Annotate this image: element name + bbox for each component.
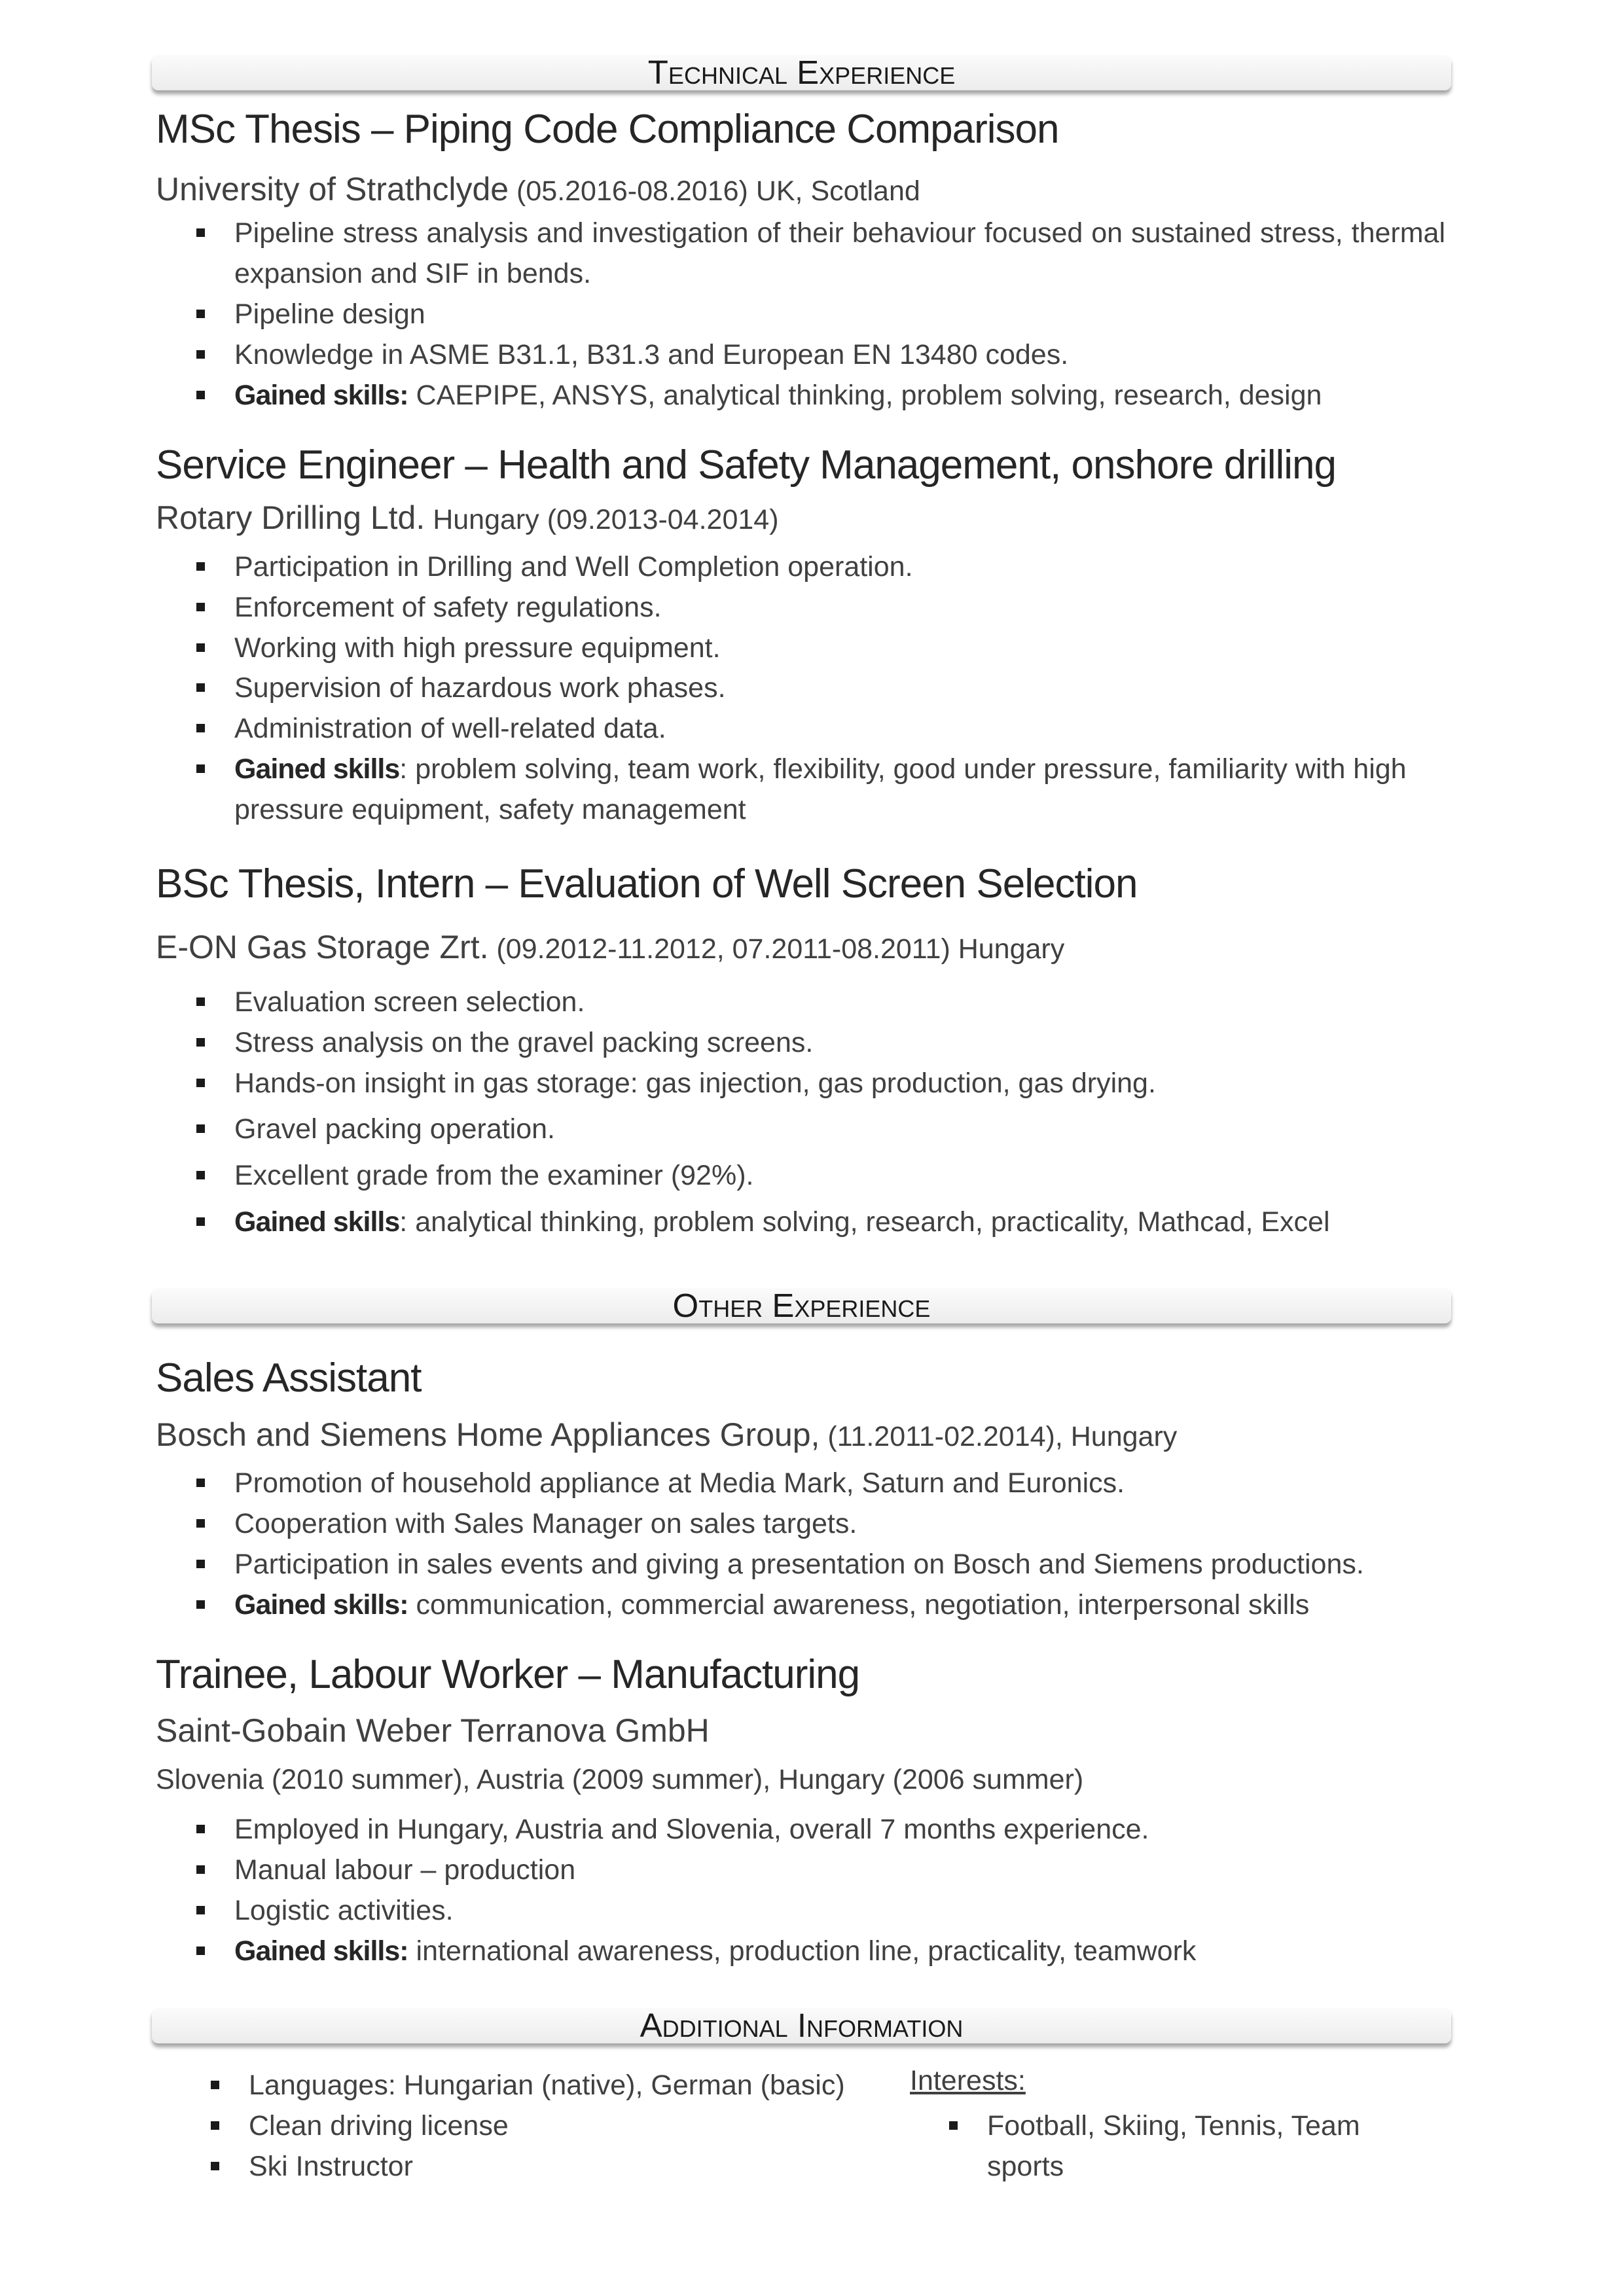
gained-skills-item [234, 1585, 1445, 1625]
list-item: Football, Skiing, Tennis, Team sports [987, 2106, 1406, 2187]
entry-title: MSc Thesis – Piping Code Compliance Comparison [156, 107, 1059, 152]
bullet-icon [196, 997, 205, 1006]
bullet-icon [196, 1825, 205, 1833]
section-title: Additional Information [640, 2007, 964, 2044]
entry-dates-location: (11.2011-02.2014), Hungary [820, 1421, 1178, 1452]
bullet-icon [196, 1124, 205, 1133]
entry-dates-location: Hungary (09.2013-04.2014) [425, 504, 779, 535]
list-item: Enforcement of safety regulations. [234, 587, 1445, 628]
list-item: Excellent grade from the examiner (92%). [234, 1155, 1445, 1196]
bullet-icon [196, 724, 205, 732]
gained-skills-item [234, 1202, 1445, 1242]
entry-title: BSc Thesis, Intern – Evaluation of Well Screen Selection [156, 861, 1138, 906]
entry-organization-line [156, 1712, 710, 1749]
list-item: Clean driving license [249, 2106, 890, 2146]
organization-name: Bosch and Siemens Home Appliances Group, [156, 1416, 820, 1453]
gained-skills-label: Gained skills [234, 753, 400, 785]
list-item: Stress analysis on the gravel packing screens. [234, 1022, 1445, 1063]
organization-name: E-ON Gas Storage Zrt. [156, 929, 489, 965]
list-item: Pipeline design [234, 294, 1445, 334]
bullet-icon [196, 764, 205, 773]
bullet-icon [196, 643, 205, 652]
bullet-icon [196, 683, 205, 692]
gained-skills-text: international awareness, production line, practicality, teamwork [408, 1935, 1197, 1967]
bullet-icon [196, 1560, 205, 1568]
bullet-icon [196, 1038, 205, 1047]
bullet-icon [196, 1865, 205, 1874]
gained-skills-label: Gained skills: [234, 380, 408, 411]
organization-name: Rotary Drilling Ltd. [156, 499, 425, 536]
gained-skills-label: Gained skills: [234, 1589, 408, 1621]
list-item: Cooperation with Sales Manager on sales targets. [234, 1503, 1445, 1544]
bullet-icon [196, 1079, 205, 1087]
entry-organization-line [156, 928, 1064, 966]
gained-skills-item [234, 375, 1445, 416]
entry-title: Sales Assistant [156, 1355, 422, 1401]
list-item: Supervision of hazardous work phases. [234, 668, 1445, 708]
bullet-icon [211, 2121, 219, 2130]
bullet-icon [211, 2162, 219, 2170]
section-title: Technical Experience [647, 54, 956, 91]
organization-name: Saint-Gobain Weber Terranova GmbH [156, 1712, 710, 1749]
bullet-icon [196, 391, 205, 399]
bullet-icon [196, 350, 205, 359]
list-item: Hands-on insight in gas storage: gas injection, gas production, gas drying. [234, 1063, 1445, 1103]
bullet-icon [211, 2081, 219, 2089]
bullet-icon [196, 1519, 205, 1528]
list-item: Ski Instructor [249, 2146, 890, 2187]
bullet-icon [196, 1600, 205, 1609]
entry-title: Trainee, Labour Worker – Manufacturing [156, 1652, 860, 1697]
bullet-icon [196, 1906, 205, 1914]
list-item: Logistic activities. [234, 1890, 1445, 1931]
organization-name: University of Strathclyde [156, 171, 509, 207]
section-header-technical-experience [152, 55, 1451, 90]
bullet-icon [196, 1479, 205, 1487]
bullet-icon [196, 1217, 205, 1226]
entry-title: Service Engineer – Health and Safety Management, onshore drilling [156, 442, 1336, 488]
bullet-icon [196, 1171, 205, 1179]
bullet-icon [196, 310, 205, 318]
gained-skills-text: : problem solving, team work, flexibility, good under pressure, familiarity with high pressure equipment, safety management [234, 753, 1407, 825]
entry-organization-line [156, 170, 920, 208]
gained-skills-text: : analytical thinking, problem solving, research, practicality, Mathcad, Excel [399, 1206, 1330, 1238]
entry-dates-location: (09.2012-11.2012, 07.2011-08.2011) Hungary [488, 933, 1065, 965]
bullet-icon [949, 2121, 958, 2130]
list-item: Participation in sales events and giving a presentation on Bosch and Siemens productions. [234, 1544, 1445, 1585]
gained-skills-item [234, 749, 1445, 830]
bullet-icon [196, 603, 205, 611]
list-item: Gravel packing operation. [234, 1109, 1445, 1149]
list-item: Evaluation screen selection. [234, 982, 1445, 1022]
bullet-icon [196, 228, 205, 237]
bullet-icon [196, 1946, 205, 1955]
bullet-icon [196, 562, 205, 571]
list-item: Working with high pressure equipment. [234, 628, 1445, 668]
section-header-other-experience [152, 1288, 1451, 1323]
gained-skills-text: CAEPIPE, ANSYS, analytical thinking, problem solving, research, design [408, 380, 1322, 411]
list-item: Languages: Hungarian (native), German (basic) [249, 2065, 890, 2106]
gained-skills-text: communication, commercial awareness, negotiation, interpersonal skills [408, 1589, 1310, 1621]
list-item: Participation in Drilling and Well Completion operation. [234, 547, 1445, 587]
gained-skills-label: Gained skills [234, 1206, 400, 1238]
section-title: Other Experience [672, 1287, 931, 1324]
list-item: Promotion of household appliance at Media Mark, Saturn and Euronics. [234, 1463, 1445, 1503]
entry-organization-line [156, 1416, 1177, 1454]
entry-locations: Slovenia (2010 summer), Austria (2009 summer), Hungary (2006 summer) [156, 1764, 1084, 1795]
section-header-additional-information [152, 2008, 1451, 2043]
list-item: Manual labour – production [234, 1850, 1445, 1890]
entry-organization-line [156, 499, 779, 537]
gained-skills-label: Gained skills: [234, 1935, 408, 1967]
entry-dates-location: (05.2016-08.2016) UK, Scotland [509, 175, 920, 207]
list-item: Employed in Hungary, Austria and Slovenia, overall 7 months experience. [234, 1809, 1445, 1850]
gained-skills-item [234, 1931, 1445, 1971]
list-item: Administration of well-related data. [234, 708, 1445, 749]
interests-heading: Interests: [910, 2065, 1026, 2096]
list-item: Pipeline stress analysis and investigation of their behaviour focused on sustained stress, thermal expansion and SIF in bends. [234, 213, 1445, 294]
list-item: Knowledge in ASME B31.1, B31.3 and European EN 13480 codes. [234, 334, 1445, 375]
